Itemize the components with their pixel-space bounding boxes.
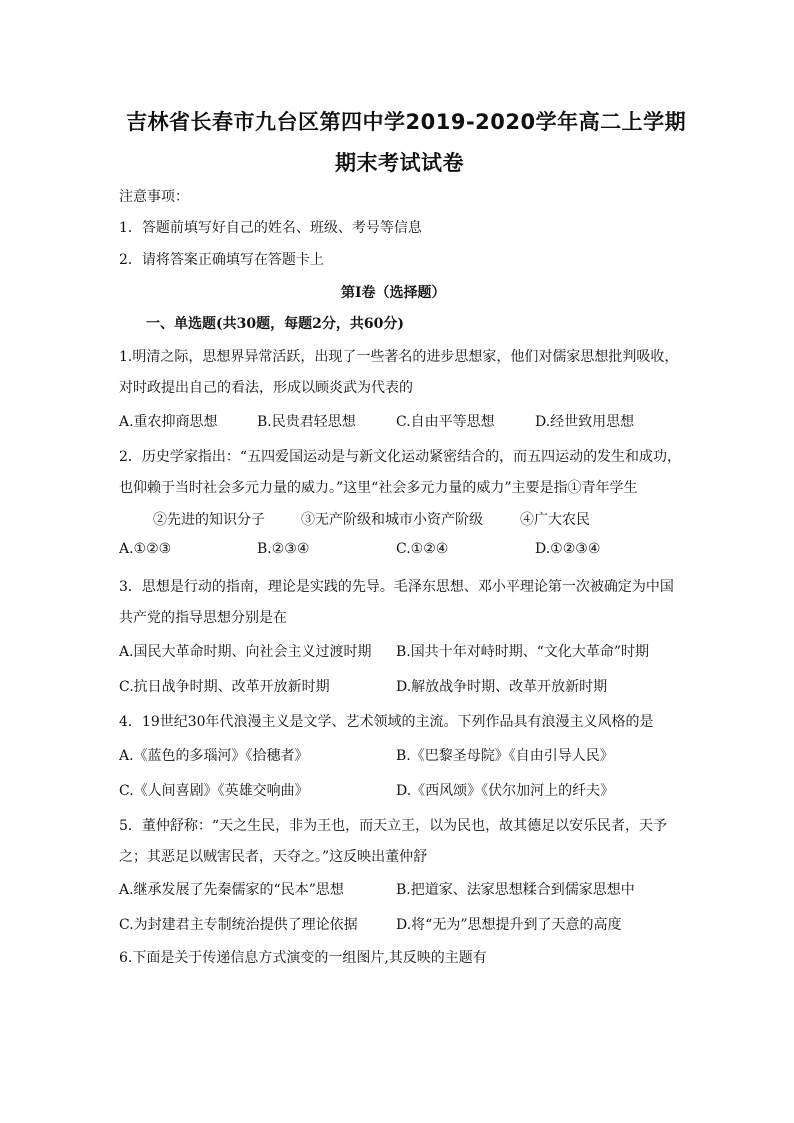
question-6-stem-line1: 6.下面是关于传递信息方式演变的一组图片,其反映的主题有 <box>119 950 487 966</box>
question-4-stem-line1: 4．19世纪30年代浪漫主义是文学、艺术领域的主流。下列作品具有浪漫主义风格的是 <box>119 714 654 730</box>
exam-title-line1: 吉林省长春市九台区第四中学2019-2020学年高二上学期 <box>126 110 687 134</box>
question-3-stem-line1: 3．思想是行动的指南，理论是实践的先导。毛泽东思想、邓小平理论第一次被确定为中国 <box>119 579 674 595</box>
question-3-option-d[interactable]: D.解放战争时期、改革开放新时期 <box>396 679 608 695</box>
question-4-option-a[interactable]: A.《蓝色的多瑙河》《拾穗者》 <box>119 748 309 764</box>
question-2-stem-line2: 也仰赖于当时社会多元力量的威力。”这里“社会多元力量的威力”主要是指①青年学生 <box>119 480 638 496</box>
question-3-option-c[interactable]: C.抗日战争时期、改革开放新时期 <box>119 679 330 695</box>
question-4-option-b[interactable]: B.《巴黎圣母院》《自由引导人民》 <box>396 748 614 764</box>
exam-title-line2: 期末考试试卷 <box>335 151 464 175</box>
question-2-item-3: ③无产阶级和城市小资产阶级 <box>301 512 483 528</box>
notes-item-2: 2．请将答案正确填写在答题卡上 <box>119 252 324 268</box>
question-3-option-a[interactable]: A.国民大革命时期、向社会主义过渡时期 <box>119 644 372 660</box>
question-5-stem-line2: 之；其恶足以贼害民者，天夺之。”这反映出董仲舒 <box>119 849 428 865</box>
question-2-option-a[interactable]: A.①②③ <box>119 541 172 557</box>
question-1-option-b[interactable]: B.民贵君轻思想 <box>257 414 356 430</box>
question-2-option-d[interactable]: D.①②③④ <box>535 541 601 557</box>
question-5-option-d[interactable]: D.将“无为”思想提升到了天意的高度 <box>396 917 622 933</box>
question-1-option-a[interactable]: A.重农抑商思想 <box>119 414 218 430</box>
question-5-option-c[interactable]: C.为封建君主专制统治提供了理论依据 <box>119 917 358 933</box>
question-1-option-d[interactable]: D.经世致用思想 <box>535 414 635 430</box>
question-2-option-b[interactable]: B.②③④ <box>257 541 310 557</box>
question-3-stem-line2: 共产党的指导思想分别是在 <box>119 610 287 626</box>
question-1-stem-line2: 对时政提出自己的看法，形成以顾炎武为代表的 <box>119 380 413 396</box>
question-4-option-d[interactable]: D.《西风颂》《伏尔加河上的纤夫》 <box>396 783 615 799</box>
question-5-option-a[interactable]: A.继承发展了先秦儒家的“民本”思想 <box>119 882 344 898</box>
notes-heading: 注意事项： <box>119 189 189 205</box>
part-title: 一、单选题(共30题，每题2分，共60分) <box>146 316 404 332</box>
question-2-item-2: ②先进的知识分子 <box>153 512 265 528</box>
question-1-stem-line1: 1.明清之际，思想界异常活跃，出现了一些著名的进步思想家，他们对儒家思想批判吸收， <box>119 349 679 365</box>
notes-item-1: 1．答题前填写好自己的姓名、班级、考号等信息 <box>119 220 422 236</box>
volume-title: 第I卷（选择题） <box>341 285 446 301</box>
question-3-option-b[interactable]: B.国共十年对峙时期、“文化大革命”时期 <box>396 644 650 660</box>
question-5-stem-line1: 5．董仲舒称：“天之生民，非为王也，而天立王，以为民也，故其德足以安乐民者，天予 <box>119 818 668 834</box>
question-1-option-c[interactable]: C.自由平等思想 <box>396 414 495 430</box>
question-4-option-c[interactable]: C.《人间喜剧》《英雄交响曲》 <box>119 783 309 799</box>
question-2-stem-line1: 2．历史学家指出：“五四爱国运动是与新文化运动紧密结合的，而五四运动的发生和成功， <box>119 449 682 465</box>
question-5-option-b[interactable]: B.把道家、法家思想糅合到儒家思想中 <box>396 882 635 898</box>
question-2-option-c[interactable]: C.①②④ <box>396 541 449 557</box>
question-2-item-4: ④广大农民 <box>520 512 590 528</box>
